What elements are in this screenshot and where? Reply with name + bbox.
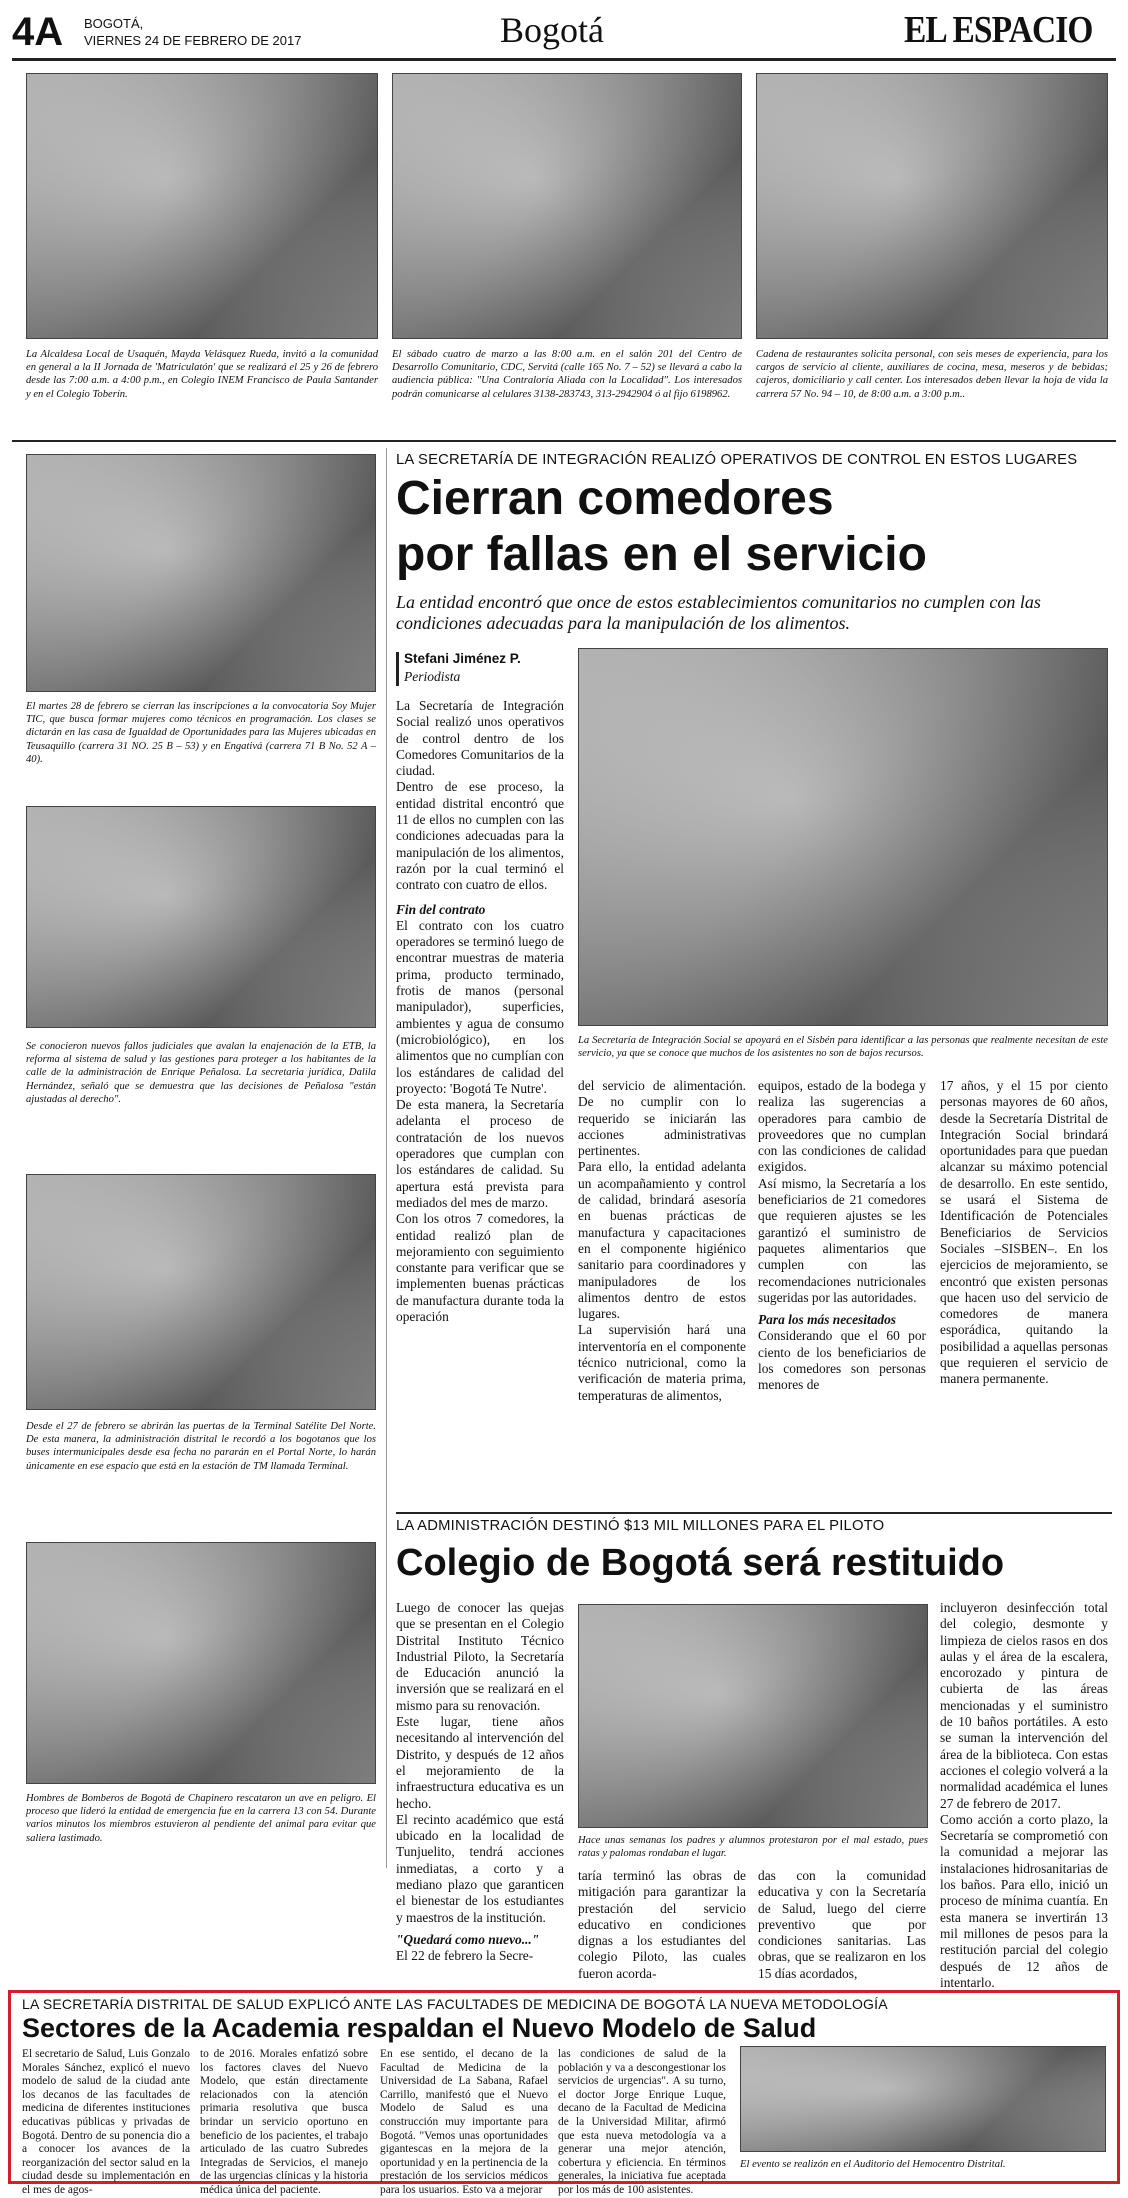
article3-col1: El secretario de Salud, Luis Gonzalo Morales Sánchez, explicó el nuevo modelo de salud de la ciudad ante los decanos de las facultades de medicina de diferentes instituciones educativas públicas y privadas de Bogotá. Dentro de su ponencia dio a a conocer los avances de la reorganización del sector salud en la ciudad desde su implementación en el mes de agos-: [22, 2048, 190, 2196]
byline-name: Stefani Jiménez P.: [404, 651, 521, 666]
photo-terminal-satelite: [26, 1174, 376, 1410]
header-rule: [12, 58, 1116, 61]
article3-kicker: LA SECRETARÍA DISTRITAL DE SALUD EXPLICÓ ANTE LAS FACULTADES DE MEDICINA DE BOGOTÁ LA NUEVA METODOLOGÍA: [22, 1996, 888, 2012]
article1-col2-p3: La supervisión hará una interventoría en el componente técnico nutricional, como la verificación de materia prima, temperaturas de alimentos,: [578, 1322, 746, 1403]
top-row-rule: [12, 440, 1116, 442]
article3-col3: En ese sentido, el decano de la Facultad de Medicina de la Universidad de La Sabana, Rafael Carrillo, manifestó que el Nuevo Modelo de Salud es una construcción muy importante para Bogotá. "Vemos unas oportunidades gigantescas en la mejora de la oportunidad y en la pertinencia de la prestación de los servicios médicos para los usuarios. Esto va a mejorar: [380, 2048, 548, 2196]
article2-col1-p1: Luego de conocer las quejas que se presentan en el Colegio Distrital Instituto Técnico Industrial Piloto, la Secretaría de Educación anunció la inversión que se realizará en el mismo para su renovación.: [396, 1600, 564, 1713]
article1-col3-p3: Considerando que el 60 por ciento de los beneficiarios de los comedores son personas menores de: [758, 1328, 926, 1393]
article2-column2: [578, 1868, 746, 1986]
photo-penalosa-fallos: [26, 806, 376, 1028]
caption-terminal-satelite: Desde el 27 de febrero se abrirán las puertas de la Terminal Satélite Del Norte. De esta manera, la administración distrital le recordó a los bogotanos que los buses intermunicipales desde esa fecha no pararán en el Portal Norte, lo harán únicamente en ese espacio que está en la estación de TM llamada Terminal.: [26, 1421, 376, 1472]
article1-col1-subhead: Fin del contrato: [396, 901, 486, 917]
article2-column4: [940, 1600, 1108, 1990]
byline-role: Periodista: [404, 669, 461, 684]
article1-col4-p1: 17 años, y el 15 por ciento personas mayores de 60 años, desde la Secretaría Distrital de Integración Social brindará oportunidades para que puedan alcanzar su máximo potencial de desarrollo. En este sentido, se usará el Sistema de Identificación de Potenciales Beneficiarios de Servicios Sociales –SISBEN–. En los ejercicios de mejoramiento, se encontró que existen personas que hacen uso del servicio de comedores de manera esporádica, quitando la posibilidad a aquellas personas que requieren el servicio de manera permanente.: [940, 1078, 1108, 1387]
article2-col3-p1: das con la comunidad educativa y con la Secretaría de Salud, luego del cierre preventivo que por condiciones sanitarias. Las obras, que se realizaron en los 15 días acordados,: [758, 1868, 926, 1981]
caption-penalosa-fallos: Se conocieron nuevos fallos judiciales que avalan la enajenación de la ETB, la reforma al sistema de salud y las gestiones para proteger a los habitantes de la calle de la administración de Enrique Peñalosa. La secretaria jurídica, Dalila Hernández, señaló que se demuestra que las decisiones de Peñalosa "están ajustadas al derecho".: [26, 1041, 376, 1105]
article1-column3: [758, 1078, 926, 1504]
article1-column1: [396, 698, 564, 1504]
article1-col1-p3: El contrato con los cuatro operadores se terminó luego de encontrar muestras de materia prima, producto terminado, frotis de manos (personal manipulador), superficies, ambientes y agua de consumo (microbiológico), en los alimentos que no cumplían con los estándares de calidad del proyecto: 'Bogotá Te Nutre'.: [396, 917, 564, 1096]
photo-restaurante: [756, 73, 1108, 339]
article2-col4-p1: incluyeron desinfección total del colegio, desmonte y limpieza de cielos rasos en dos aulas y el área de la escalera, encorozado y pintura de cubierta de las áreas mencionadas y el suministro de 10 baños portátiles. A esto se suman la intervención del área de la biblioteca. Con estas acciones el colegio volverá a la normalidad académica el lunes 27 de febrero de 2017.: [940, 1600, 1108, 1811]
article2-col1-p3: El recinto académico que está ubicado en la localidad de Tunjuelito, tendrá acciones inmediatas, a corto y a mediano plazo que garanticen el bienestar de los estudiantes y maestros de la institución.: [396, 1811, 564, 1925]
photo-soy-mujer-tic: [26, 454, 376, 692]
article2-kicker: LA ADMINISTRACIÓN DESTINÓ $13 MIL MILLONES PARA EL PILOTO: [396, 1518, 885, 1534]
article2-col1-p4: El 22 de febrero la Secre-: [396, 1948, 534, 1964]
caption-bomberos-ave: Hombres de Bomberos de Bogotá de Chapinero rescataron un ave en peligro. El proceso que lideró la entidad de emergencia fue en la carrera 13 con 54. Durante varios minutos los miembros estuvieron al pendiente del animal para evitar que saliera lastimado.: [26, 1793, 376, 1844]
article1-col2-p2: Para ello, la entidad adelanta un acompañamiento y control de calidad, brindará asesoría en buenas prácticas de manufactura y capacitaciones en el componente higiénico sanitario para coordinadores y manipuladores de los alimentos dentro de estos lugares.: [578, 1159, 746, 1322]
header-date: VIERNES 24 DE FEBRERO DE 2017: [84, 33, 302, 48]
photo-bomberos-ave: [26, 1542, 376, 1784]
article3-column3: [380, 2048, 548, 2196]
byline-bar: [396, 652, 399, 686]
section-title: Bogotá: [500, 10, 604, 50]
caption-matriculaton: La Alcaldesa Local de Usaquén, Mayda Velásquez Rueda, invitó a la comunidad en general a la II Jornada de 'Matriculatón' que se realizará el 25 y 26 de febrero desde las 7:00 a.m. a 4:00 p.m., en Colegio INEM Francisco de Paula Santander y en el Colegio Toberín.: [26, 349, 378, 400]
caption-colegio-piloto: Hace unas semanas los padres y alumnos protestaron por el mal estado, pues ratas y palomas rondaban el lugar.: [578, 1835, 928, 1860]
article1-col2-p1: del servicio de alimentación. De no cumplir con lo requerido se iniciarán las acciones administrativas pertinentes.: [578, 1078, 746, 1159]
photo-matriculaton: [26, 73, 378, 339]
article1-col3-p2: Así mismo, la Secretaría a los beneficiarios de 21 comedores que requieren ajustes se les garantizó el suministro de paquetes alimentarios que cumplen con las recomendaciones nutricionales sugeridas por las autoridades.: [758, 1175, 926, 1305]
header-city: BOGOTÁ,: [84, 16, 144, 31]
caption-comedor-comunitario: La Secretaría de Integración Social se apoyará en el Sisbén para identificar a las personas que realmente necesitan de este servicio, ya que se conoce que muchos de los asistentes no son de bajos recursos.: [578, 1035, 1108, 1060]
article3-col4: las condiciones de salud de la población y va a descongestionar los servicios de urgencias". A su turno, el doctor Jorge Enrique Luque, decano de la Facultad de Medicina de la Universidad Militar, afirmó que esta nueva metodología va a generar una mejor atención, cobertura y eficiencia. En términos generales, la iniciativa fue aceptada por los más de 100 asistentes.: [558, 2048, 726, 2196]
article2-col1-p2: Este lugar, tiene años necesitando al intervención del Distrito, y después de 12 años el mejoramiento de la infraestructura educativa es un hecho.: [396, 1714, 564, 1811]
article1-column2: [578, 1078, 746, 1504]
article3-col2: to de 2016. Morales enfatizó sobre los factores claves del Nuevo Modelo, que están directamente relacionados con la atención primaria resolutiva que busca brindar un servicio oportuno en beneficio de los pacientes, el trabajo articulado de las cuatro Subredes Integradas de Servicios, el manejo de las urgencias clínicas y la historia médica única del paciente.: [200, 2048, 368, 2196]
article3-headline: Sectores de la Academia respaldan el Nuevo Modelo de Salud: [22, 2013, 817, 2043]
caption-contraloria: El sábado cuatro de marzo a las 8:00 a.m. en el salón 201 del Centro de Desarrollo Comunitario, CDC, Servitá (calle 165 No. 7 – 52) se llevará a cabo la audiencia pública: "Una Contraloría Aliada con la Localidad". Los interesados podrán comunicarse al celulares 3138-283743, 313-2942904 ó al fijo 6198962.: [392, 349, 742, 400]
photo-contraloria: [392, 73, 742, 339]
article2-col1-quote: "Quedará como nuevo...": [396, 1931, 540, 1947]
article1-col1-p5: Con los otros 7 comedores, la entidad realizó plan de mejoramiento con seguimiento constante para verificar que se implementen buenas prácticas de manufactura durante toda la operación: [396, 1211, 564, 1324]
article1-bottom-rule: [396, 1512, 1112, 1514]
article3-column1: [22, 2048, 190, 2196]
article2-column1: [396, 1600, 564, 1964]
article1-subtitle: La entidad encontró que once de estos establecimientos comunitarios no cumplen con las condiciones adecuadas para la manipulación de los alimentos.: [396, 592, 1041, 633]
article2-headline: Colegio de Bogotá será restituido: [396, 1542, 1005, 1584]
sidebar-divider: [386, 448, 387, 1868]
article2-col4-p2: Como acción a corto plazo, la Secretaría se comprometió con la comunidad a mejorar las instalaciones hidrosanitarias de los baños. Para ello, inició un proceso de mínima cuantía. En esta manera se invertirán 13 mil millones de pesos para la restitución parcial del colegio después de 12 años de intentarlo.: [940, 1811, 1108, 1990]
masthead-logo: EL ESPACIO: [904, 9, 1093, 51]
caption-restaurante: Cadena de restaurantes solicita personal, con seis meses de experiencia, para los cargos de servicio al cliente, auxiliares de cocina, mesa, meseros y de bebidas; cajeros, domiciliario y call center. Los interesados deben llevar la hoja de vida la carrera 57 No. 94 – 10, de 8:00 a.m. a 3:00 p.m..: [756, 349, 1108, 400]
article1-headline-line1: Cierran comedores: [396, 472, 834, 525]
caption-soy-mujer-tic: El martes 28 de febrero se cierran las inscripciones a la convocatoria Soy Mujer TIC, que busca formar mujeres como técnicos en programación. Los clases se dictarán en las casa de Igualdad de Oportunidades para las Mujeres ubicadas en Teusaquillo (carrera 31 NO. 25 B – 53) y en Engativá (carrera 71 B No. 52 A – 40).: [26, 701, 376, 765]
photo-colegio-piloto: [578, 1604, 928, 1828]
article2-column3: [758, 1868, 926, 1986]
article3-column2: [200, 2048, 368, 2196]
article1-col3-p1: equipos, estado de la bodega y realiza las sugerencias a operadores para cambio de proveedores que no cumplan con las condiciones de calidad exigidos.: [758, 1078, 926, 1175]
article1-col1-p2: Dentro de ese proceso, la entidad distrital encontró que 11 de ellos no cumplen con las condiciones adecuadas para la manipulación de los alimentos, razón por la cual terminó el contrato con cuatro de ellos.: [396, 779, 564, 893]
article1-headline-line2: por fallas en el servicio: [396, 528, 927, 581]
caption-hemocentro: El evento se realizón en el Auditorio del Hemocentro Distrital.: [740, 2159, 1006, 2170]
article2-col2-p1: taría terminó las obras de mitigación para garantizar la prestación del servicio educativo en condiciones dignas a los estudiantes del colegio Piloto, las cuales fueron acorda-: [578, 1868, 746, 1981]
article1-column4: [940, 1078, 1108, 1504]
photo-comedor-comunitario: [578, 648, 1108, 1026]
page-number: 4A: [12, 10, 64, 54]
article1-col1-p4: De esta manera, la Secretaría adelanta el proceso de contratación de los nuevos operadores que cumplan con los estándares de calidad. Su apertura está prevista para mediados del mes de marzo.: [396, 1097, 564, 1210]
article1-col1-p1: La Secretaría de Integración Social realizó unos operativos de control dentro de los Comedores Comunitarios de la ciudad.: [396, 698, 564, 779]
article1-kicker: LA SECRETARÍA DE INTEGRACIÓN REALIZÓ OPERATIVOS DE CONTROL EN ESTOS LUGARES: [396, 452, 1078, 468]
article1-col3-subhead: Para los más necesitados: [758, 1312, 896, 1328]
article3-column4: [558, 2048, 726, 2196]
photo-hemocentro: [740, 2046, 1106, 2152]
